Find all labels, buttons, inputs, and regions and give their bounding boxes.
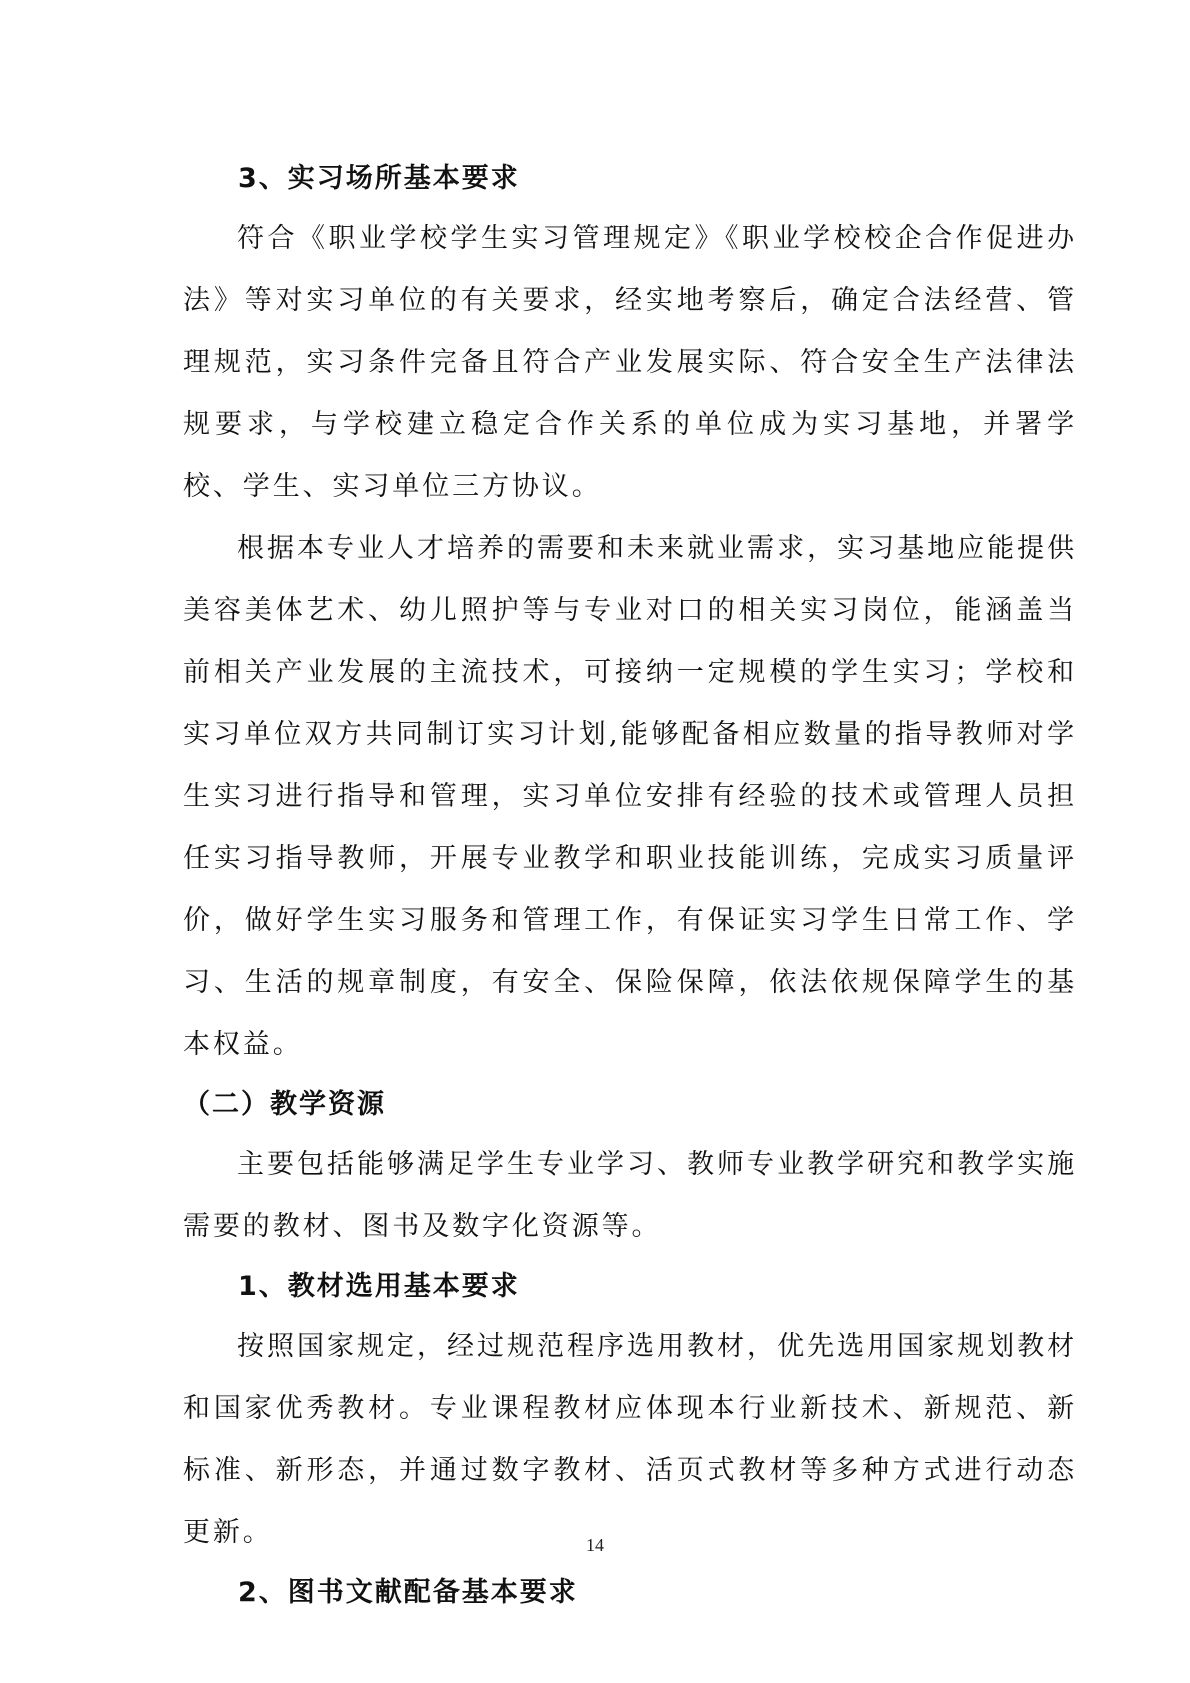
paragraph-textbook-selection: 按照国家规定，经过规范程序选用教材，优先选用国家规划教材和国家优秀教材。专业课程教材应体现本行业新技术、新规范、新标准、新形态，并通过数字教材、活页式教材等多种方式进行动态更新。 <box>183 1331 1077 1548</box>
page-number: 14 <box>586 1535 604 1555</box>
section-heading-textbook-selection: 1、教材选用基本要求 <box>238 1271 520 1302</box>
paragraph-internship-base-capabilities: 根据本专业人才培养的需要和未来就业需求，实习基地应能提供美容美体艺术、幼儿照护等与专业对口的相关实习岗位，能涵盖当前相关产业发展的主流技术，可接纳一定规模的学生实习；学校和实习单位双方共同制订实习计划,能够配备相应数量的指导教师对学生实习进行指导和管理，实习单位安排有经验的技术或管理人员担任实习指导教师，开展专业教学和职业技能训练，完成实习质量评价，做好学生实习服务和管理工作，有保证实习学生日常工作、学习、生活的规章制度，有安全、保险保障，依法依规保障学生的基本权益。 <box>183 533 1077 1060</box>
section-heading-library-resources: 2、图书文献配备基本要求 <box>238 1577 578 1608</box>
section-heading-teaching-resources: （二）教学资源 <box>183 1089 386 1120</box>
paragraph-internship-requirements: 符合《职业学校学生实习管理规定》《职业学校校企合作促进办法》等对实习单位的有关要求，经实地考察后，确定合法经营、管理规范，实习条件完备且符合产业发展实际、符合安全生产法律法规要求，与学校建立稳定合作关系的单位成为实习基地，并署学校、学生、实习单位三方协议。 <box>183 223 1077 502</box>
page-content <box>183 150 1077 1622</box>
section-heading-internship-site: 3、实习场所基本要求 <box>238 163 520 194</box>
paragraph-teaching-resources-summary: 主要包括能够满足学生专业学习、教师专业教学研究和教学实施需要的教材、图书及数字化资源等。 <box>183 1149 1077 1242</box>
